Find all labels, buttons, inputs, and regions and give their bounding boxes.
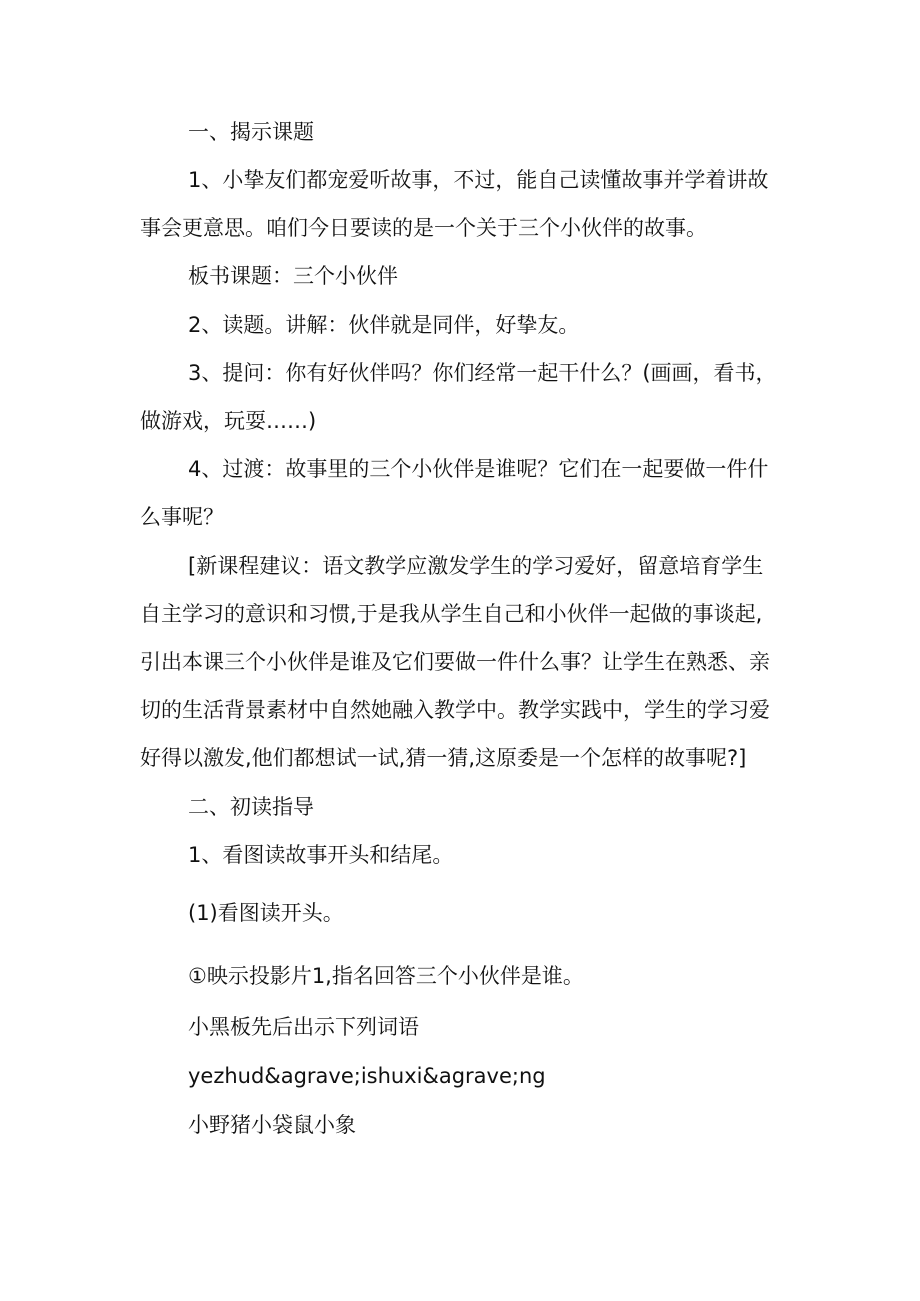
- paragraph-line: 做游戏，玩耍……): [140, 409, 317, 433]
- section-heading-first-reading: 二、初读指导: [188, 795, 314, 819]
- note-line: 切的生活背景素材中自然她融入教学中。教学实践中，学生的学习爱: [140, 698, 770, 722]
- section-heading-reveal-topic: 一、揭示课题: [188, 120, 314, 144]
- paragraph-line: 么事呢？: [140, 505, 224, 529]
- pinyin-line: yezhud&agrave;ishuxi&agrave;ng: [188, 1064, 546, 1088]
- note-line: 好得以激发,他们都想试一试,猜一猜,这原委是一个怎样的故事呢?]: [140, 746, 747, 770]
- paragraph-line: (1)看图读开头。: [188, 901, 344, 925]
- paragraph-line: 4、过渡：故事里的三个小伙伴是谁呢？它们在一起要做一件什: [188, 457, 769, 481]
- paragraph-line: 2、读题。讲解：伙伴就是同伴，好挚友。: [188, 313, 580, 337]
- note-line: [新课程建议：语文教学应激发学生的学习爱好，留意培育学生: [188, 554, 764, 578]
- paragraph-line: 事会更意思。咱们今日要读的是一个关于三个小伙伴的故事。: [140, 216, 707, 240]
- paragraph-line: ①映示投影片1,指名回答三个小伙伴是谁。: [188, 964, 584, 988]
- paragraph-line: 1、小挚友们都宠爱听故事，不过，能自己读懂故事并学着讲故: [188, 168, 769, 192]
- note-line: 自主学习的意识和习惯,于是我从学生自己和小伙伴一起做的事谈起,: [140, 602, 763, 626]
- paragraph-line: 3、提问：你有好伙伴吗？你们经常一起干什么？(画画，看书，: [188, 361, 777, 385]
- board-title-line: 板书课题：三个小伙伴: [188, 264, 398, 288]
- paragraph-line: 1、看图读故事开头和结尾。: [188, 843, 454, 867]
- vocabulary-line: 小野猪小袋鼠小象: [188, 1113, 356, 1137]
- note-line: 引出本课三个小伙伴是谁及它们要做一件什么事？让学生在熟悉、亲: [140, 650, 770, 674]
- paragraph-line: 小黑板先后出示下列词语: [188, 1015, 419, 1039]
